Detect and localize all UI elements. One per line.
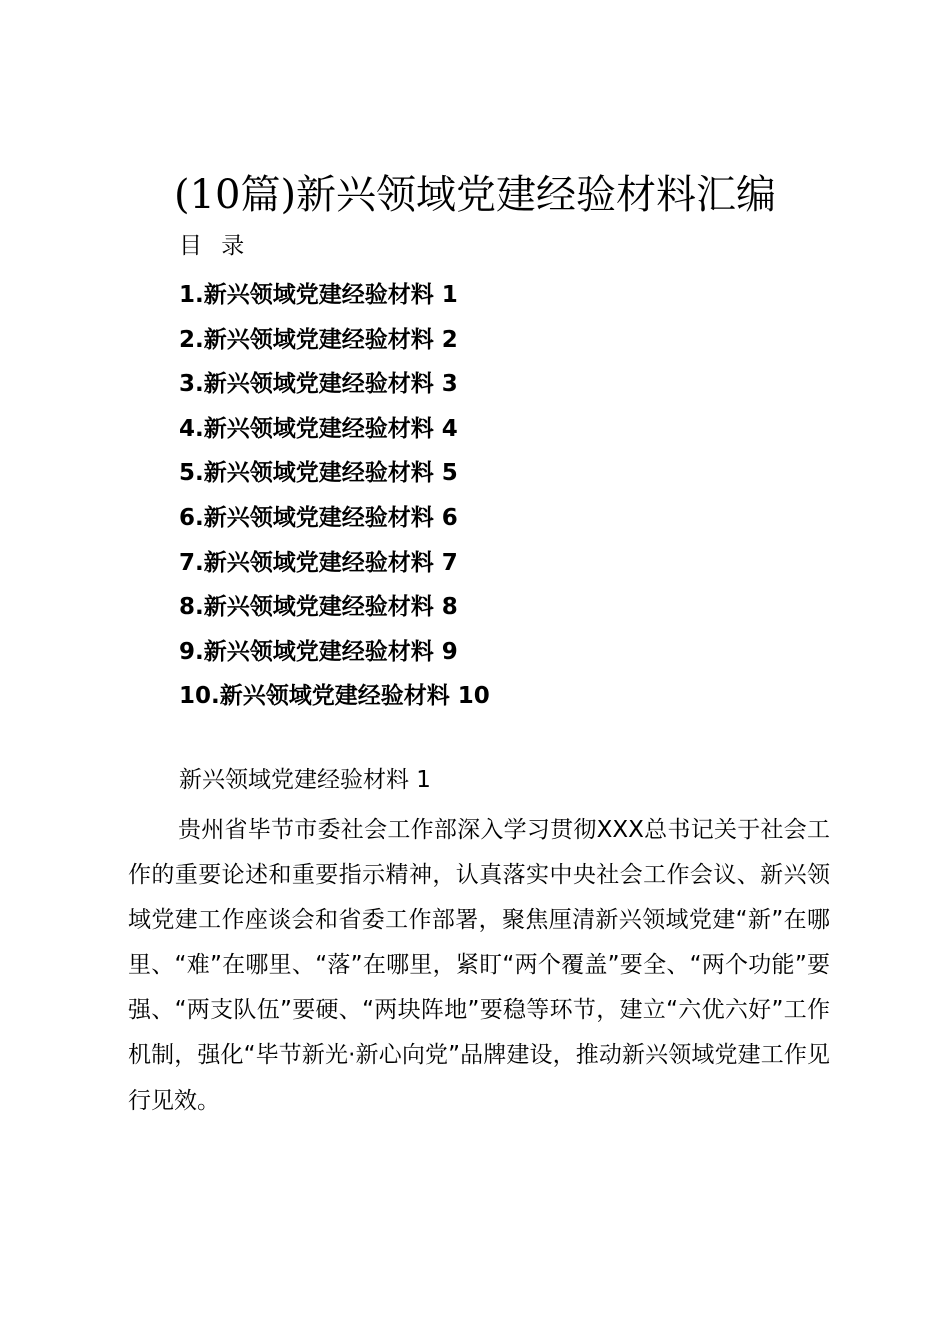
toc-item-2[interactable]: 2.新兴领域党建经验材料 2	[179, 326, 458, 353]
document-title: (10篇)新兴领域党建经验材料汇编	[173, 172, 777, 218]
toc-item-9[interactable]: 9.新兴领域党建经验材料 9	[179, 638, 458, 665]
section-heading: 新兴领域党建经验材料 1	[179, 767, 431, 793]
toc-item-5[interactable]: 5.新兴领域党建经验材料 5	[179, 460, 458, 487]
toc-item-10[interactable]: 10.新兴领域党建经验材料 10	[179, 683, 490, 710]
toc-item-7[interactable]: 7.新兴领域党建经验材料 7	[179, 549, 458, 576]
toc-item-6[interactable]: 6.新兴领域党建经验材料 6	[179, 504, 458, 531]
toc-item-1[interactable]: 1.新兴领域党建经验材料 1	[179, 282, 458, 308]
body-paragraph: 贵州省毕节市委社会工作部深入学习贯彻XXX总书记关于社会工作的重要论述和重要指示精神，认真落实中央社会工作会议、新兴领域党建工作座谈会和省委工作部署，聚焦厘清新兴领域党建“新”在哪里、“难”在哪里、“落”在哪里，紧盯“两个覆盖”要全、“两个功能”要强、“两支队伍”要硬、“两块阵地”要稳等环节，建立“六优六好”工作机制，强化“毕节新光·新心向党”品牌建设，推动新兴领域党建工作见行见效。	[128, 817, 830, 1114]
toc-item-8[interactable]: 8.新兴领域党建经验材料 8	[179, 594, 458, 621]
toc-heading: 目 录	[179, 233, 251, 259]
toc-item-4[interactable]: 4.新兴领域党建经验材料 4	[179, 415, 458, 442]
toc-item-3[interactable]: 3.新兴领域党建经验材料 3	[179, 371, 458, 398]
table-of-contents	[179, 273, 490, 719]
